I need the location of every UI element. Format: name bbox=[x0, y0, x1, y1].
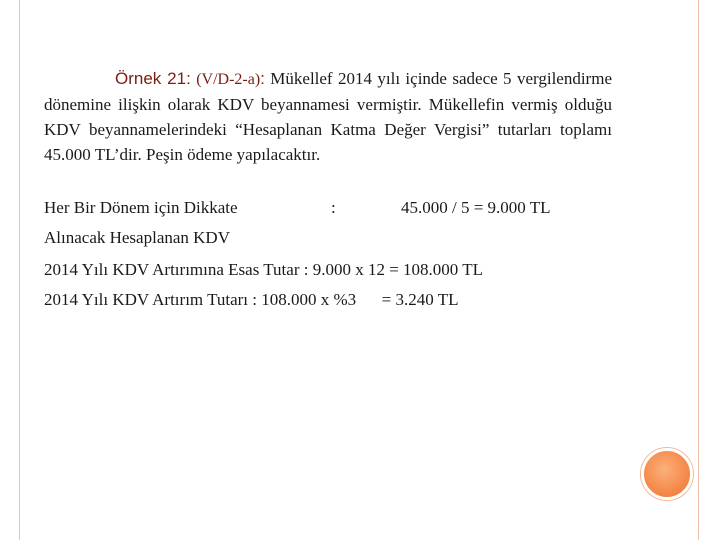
per-period-label-line1: Her Bir Dönem için Dikkate bbox=[44, 198, 238, 217]
example-text: Mükellef 2014 yılı içinde sadece 5 vergilendirme dönemine ilişkin olarak KDV beyannamesi vermiştir. Mükellefin vermiş olduğu KDV beyannamelerindeki “Hesaplanan Katma Değer Vergisi” tutarları toplamı 45.000 TL’dir. Peşin ödeme yapılacaktır. bbox=[44, 69, 612, 164]
per-period-separator: : bbox=[331, 198, 336, 217]
per-period-label bbox=[44, 193, 284, 253]
calculations bbox=[44, 255, 612, 315]
example-paragraph bbox=[44, 66, 612, 167]
per-period-value: 45.000 / 5 = 9.000 TL bbox=[401, 198, 551, 217]
per-period-row bbox=[44, 193, 612, 247]
example-colon: : bbox=[260, 69, 265, 88]
example-label: Örnek 21: bbox=[115, 69, 191, 88]
per-period-label-line2: Alınacak Hesaplanan KDV bbox=[44, 228, 230, 247]
calculation-line-base: 2014 Yılı KDV Artırımına Esas Tutar : 9.000 x 12 = 108.000 TL bbox=[44, 260, 484, 279]
slide-content bbox=[44, 66, 612, 315]
decorative-circle bbox=[641, 448, 693, 500]
calculation-line-amount: 2014 Yılı KDV Artırım Tutarı : 108.000 x %3 = 3.240 TL bbox=[44, 290, 459, 309]
example-code: (V/D-2-a) bbox=[196, 71, 261, 88]
